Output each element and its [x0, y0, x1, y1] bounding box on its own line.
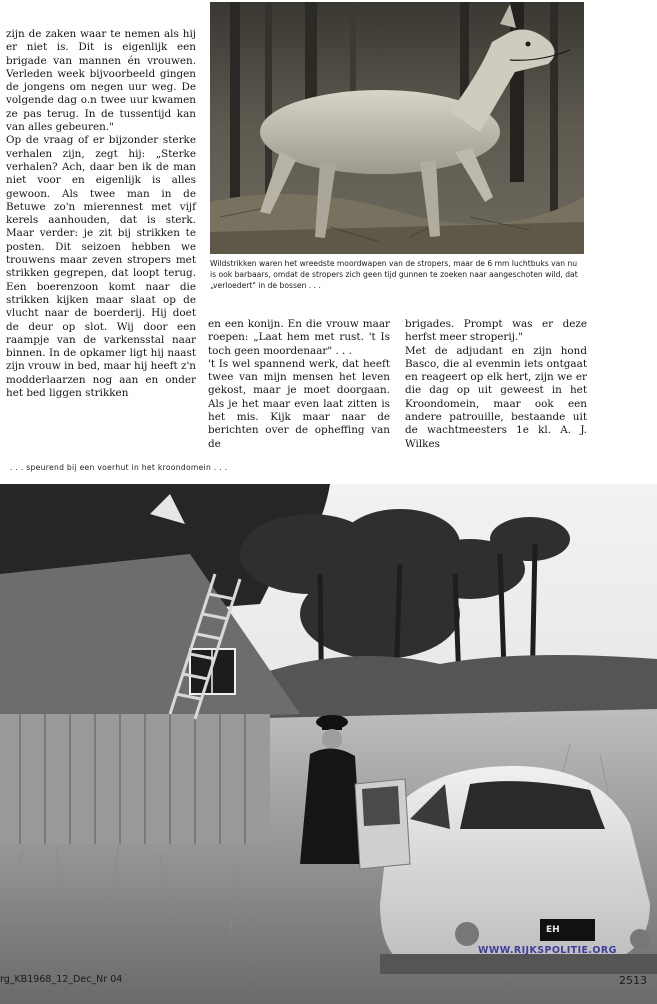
deer-photo-caption: Wildstrikken waren het wreedste moordwapen van de stropers, maar de 6 mm luchtbuks van nu is ook barbaars, omdat de stropers zich geen tijd gunnen te zoeken naar aangeschoten wild, dat „verloedert" in de bossen . . .: [210, 259, 578, 290]
column-2-paragraph-2: 't Is wel spannend werk, dat heeft twee van mijn mensen het leven gekost, maar je moet doorgaan. Als je het maar even laat zitten is het mis. Kijk maar naar de berichten over de opheffing van de: [208, 357, 390, 450]
photo-deer-in-snare: [210, 2, 584, 254]
photo-forest-hut-car: [0, 484, 657, 1004]
article-column-1: [6, 28, 196, 400]
column-3-paragraph-1: brigades. Prompt was er deze herfst meer stroperij.": [405, 318, 587, 344]
article-column-2: [208, 318, 390, 451]
article-column-3: [405, 318, 587, 451]
footer-source-label: rg_KB1968_12_Dec_Nr 04: [0, 974, 123, 985]
column-2-paragraph-1: en een konijn. En die vrouw maar roepen: „Laat hem met rust. 't Is toch geen moordenaar" . . .: [208, 318, 390, 357]
license-plate: EH: [546, 925, 560, 935]
hut-photo-caption: . . . speurend bij een voerhut in het kroondomein . . .: [10, 463, 228, 472]
column-1-paragraph-1: zijn de zaken waar te nemen als hij er niet is. Dit is eigenlijk een brigade van mannen én vrouwen. Verleden week bijvoorbeeld gingen de jongens om negen uur weg. De volgende dag o.n twee uur kwamen ze pas terug. In de tussentijd kan van alles gebeuren.": [6, 28, 196, 134]
page-number: 2513: [619, 974, 647, 987]
watermark-text: WWW.RIJKSPOLITIE.ORG: [478, 945, 617, 956]
column-3-paragraph-2: Met de adjudant en zijn hond Basco, die al evenmin iets ontgaat en reageert op elk hert, zijn we er die dag op uit geweest in het Kroondomein, maar ook een andere patrouille, bestaande uit de wachtmeesters 1e kl. A. J. Wilkes: [405, 344, 587, 450]
deer-photo-illustration: [210, 2, 584, 254]
column-1-paragraph-2: Op de vraag of er bijzonder sterke verhalen zijn, zegt hij: „Sterke verhalen? Ach, daar ben ik de man niet voor en eigenlijk is alles gewoon. Als twee man in de Betuwe zo'n mierennest met vijf kerels aanhouden, dat is sterk. Maar verder: je zit bij strikken te posten. Dit seizoen hebben we trouwens maar zeven stropers met strikken gegrepen, dat loopt terug. Een boerenzoon komt naar die strikken kijken maar slaat op de vlucht naar de boerderij. Hij doet de deur op slot. Wij door een raampje van de varkensstal naar binnen. In de opkamer ligt hij naast zijn vrouw in bed, maar hij heeft z'n modderlaarzen nog aan en onder het bed liggen strikken: [6, 134, 196, 400]
